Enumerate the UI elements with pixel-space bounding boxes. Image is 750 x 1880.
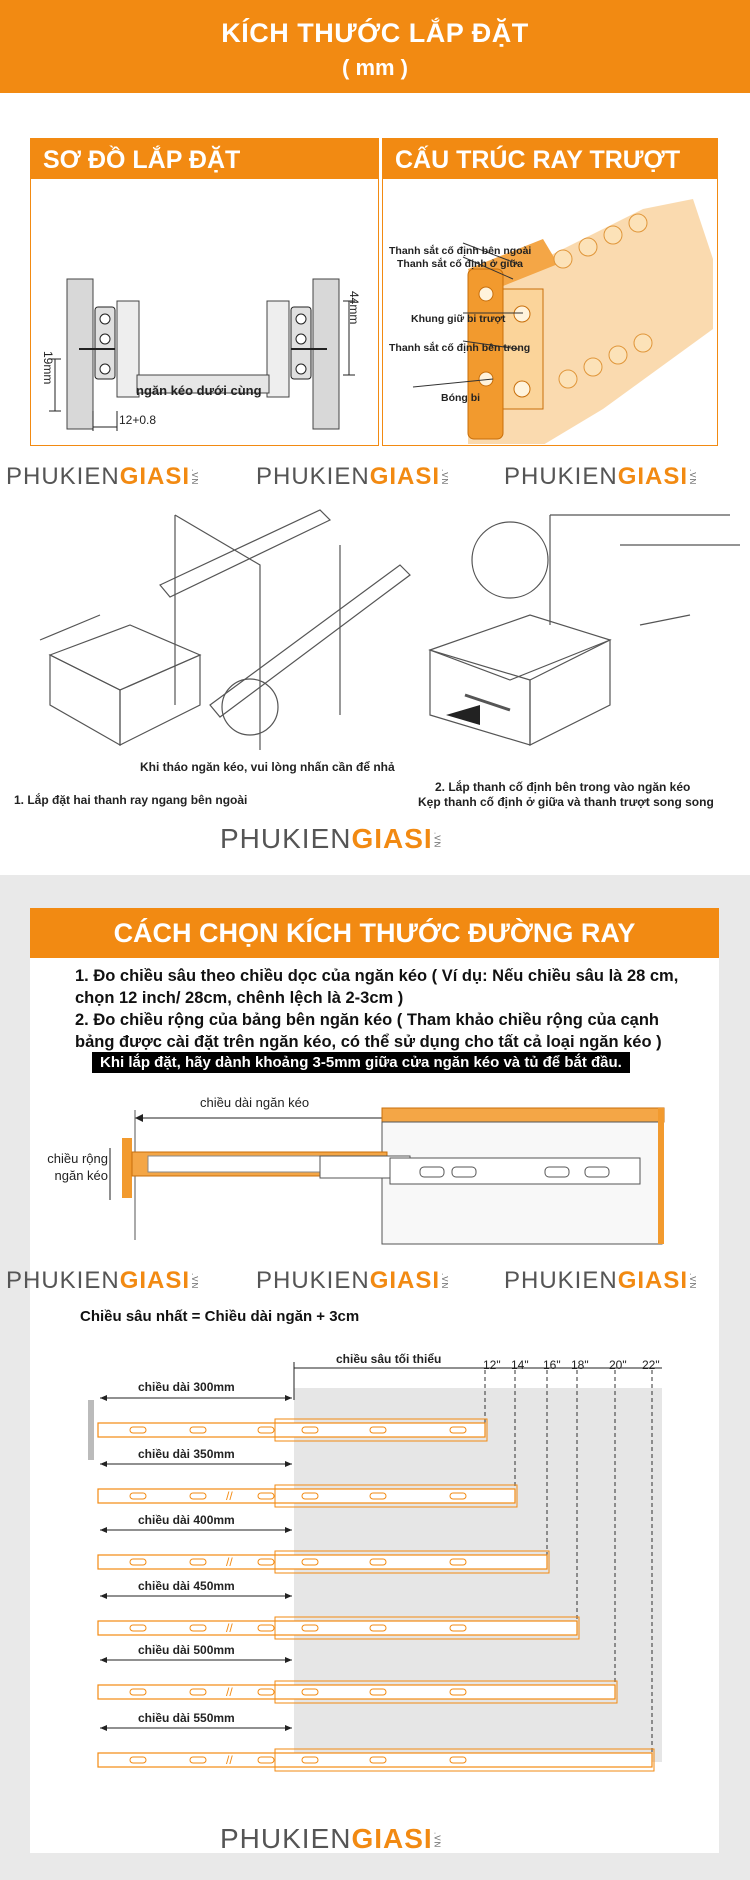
step-2a: 2. Lắp thanh cố định bên trong vào ngăn kéo [435,780,691,794]
size-chart-svg [30,1340,719,1810]
rail-break: // [226,1621,233,1635]
row-label-500: chiều dài 500mm [138,1643,235,1657]
min-depth-label: chiều sâu tối thiểu [336,1352,442,1366]
brand-logo: PHUKIENGIASI.VN [504,463,698,490]
step-1: 1. Lắp đặt hai thanh ray ngang bên ngoài [14,793,248,807]
arrow-head [285,1461,292,1467]
brand-strip-2 [6,1267,746,1297]
brand-strip-1 [6,463,746,493]
dim-gap-label: 12+0.8 [119,413,157,427]
arrow-head [100,1527,107,1533]
drawer-length-label: chiều dài ngăn kéo [200,1095,310,1110]
guide-step-2: 2. Đo chiều rộng của bảng bên ngăn kéo ( Tham khảo chiều rộng của cạnh bảng được cài đặt trên ngăn kéo, có thể sử dụng cho tất cả loại ngăn kéo ) [75,1011,662,1051]
inch-label-14: 14" [511,1358,529,1372]
release-note: Khi tháo ngăn kéo, vui lòng nhấn cần để nhả [140,760,395,774]
part-inner-rail: Thanh sắt cố định bên trong [389,342,531,354]
dim-44mm: 44mm [347,291,361,325]
arrow-head [285,1725,292,1731]
brand-logo: PHUKIENGIASI.VN [256,463,450,490]
row-label-550: chiều dài 550mm [138,1711,235,1725]
page-header [0,0,750,93]
rail-structure-illustration [383,179,716,444]
arrow-head [285,1395,292,1401]
install-diagram-title: SƠ ĐỒ LẮP ĐẶT [31,139,378,179]
page-unit: ( mm ) [342,55,408,80]
row-label-450: chiều dài 450mm [138,1579,235,1593]
rail-outer [98,1555,547,1569]
installation-illustration [10,505,740,755]
arrow-head [285,1527,292,1533]
rail-break: // [226,1753,233,1767]
size-chart [30,1340,719,1810]
brand-logo-center: PHUKIENGIASI.VN [220,823,442,854]
brand-logo: PHUKIENGIASI.VN [6,1267,200,1294]
rail-structure-title: CẤU TRÚC RAY TRƯỢT [383,139,717,179]
part-ball-bearing: Bóng bi [441,392,481,404]
guide-step-1: 1. Đo chiều sâu theo chiều dọc của ngăn kéo ( Ví dụ: Nếu chiều sâu là 28 cm, chọn 12 inch/ 28cm, chênh lệch là 2-3cm ) [75,967,679,1007]
rail-break: // [226,1555,233,1569]
step-2b: Kẹp thanh cố định ở giữa và thanh trượt song song [418,795,714,809]
brand-logo: PHUKIENGIASI.VN [256,1267,450,1294]
rail-outer [98,1423,485,1437]
arrow-head [100,1461,107,1467]
brand-logo: PHUKIENGIASI.VN [6,463,200,490]
arrow-head [285,1593,292,1599]
arrow-head [100,1657,107,1663]
arrow-head [285,1657,292,1663]
inch-label-12: 12" [483,1358,501,1372]
install-diagram [31,179,377,444]
part-ball-cage: Khung giữ bi trượt [411,313,506,325]
row-label-300: chiều dài 300mm [138,1380,235,1394]
dim-19mm: 19mm [41,351,55,385]
drawer-bottom-label: ngăn kéo dưới cùng [136,383,262,398]
drawer-measure-diagram [30,1090,719,1265]
arrow-head [100,1593,107,1599]
inch-label-16: 16" [543,1358,561,1372]
row-label-400: chiều dài 400mm [138,1513,235,1527]
rail-outer [98,1753,652,1767]
row-label-350: chiều dài 350mm [138,1447,235,1461]
arrow-head [100,1395,107,1401]
size-guide-title: CÁCH CHỌN KÍCH THƯỚC ĐƯỜNG RAY [30,908,719,958]
page-title: KÍCH THƯỚC LẮP ĐẶT [221,18,529,48]
rail-break: // [226,1685,233,1699]
inch-label-18: 18" [571,1358,589,1372]
part-middle-rail: Thanh sắt cố định ở giữa [397,258,523,270]
rail-outer [98,1489,515,1503]
drawer-width-label: chiều rộng ngăn kéo [47,1151,108,1183]
rail-outer [98,1685,615,1699]
inch-label-20: 20" [609,1358,627,1372]
brand-logo-bottom: PHUKIENGIASI.VN [220,1823,442,1854]
rail-structure-panel [382,138,718,446]
arrow-head [100,1725,107,1731]
rail-outer [98,1621,577,1635]
brand-logo: PHUKIENGIASI.VN [504,1267,698,1294]
part-outer-rail: Thanh sắt cố định bên ngoài [389,245,532,257]
formula: Chiều sâu nhất = Chiều dài ngăn + 3cm [80,1308,360,1325]
spacing-note: Khi lắp đặt, hãy dành khoảng 3-5mm giữa cửa ngăn kéo và tủ để bắt đầu. [92,1052,630,1073]
install-diagram-panel [30,138,379,446]
inch-label-22: 22" [642,1358,660,1372]
rail-break: // [226,1489,233,1503]
